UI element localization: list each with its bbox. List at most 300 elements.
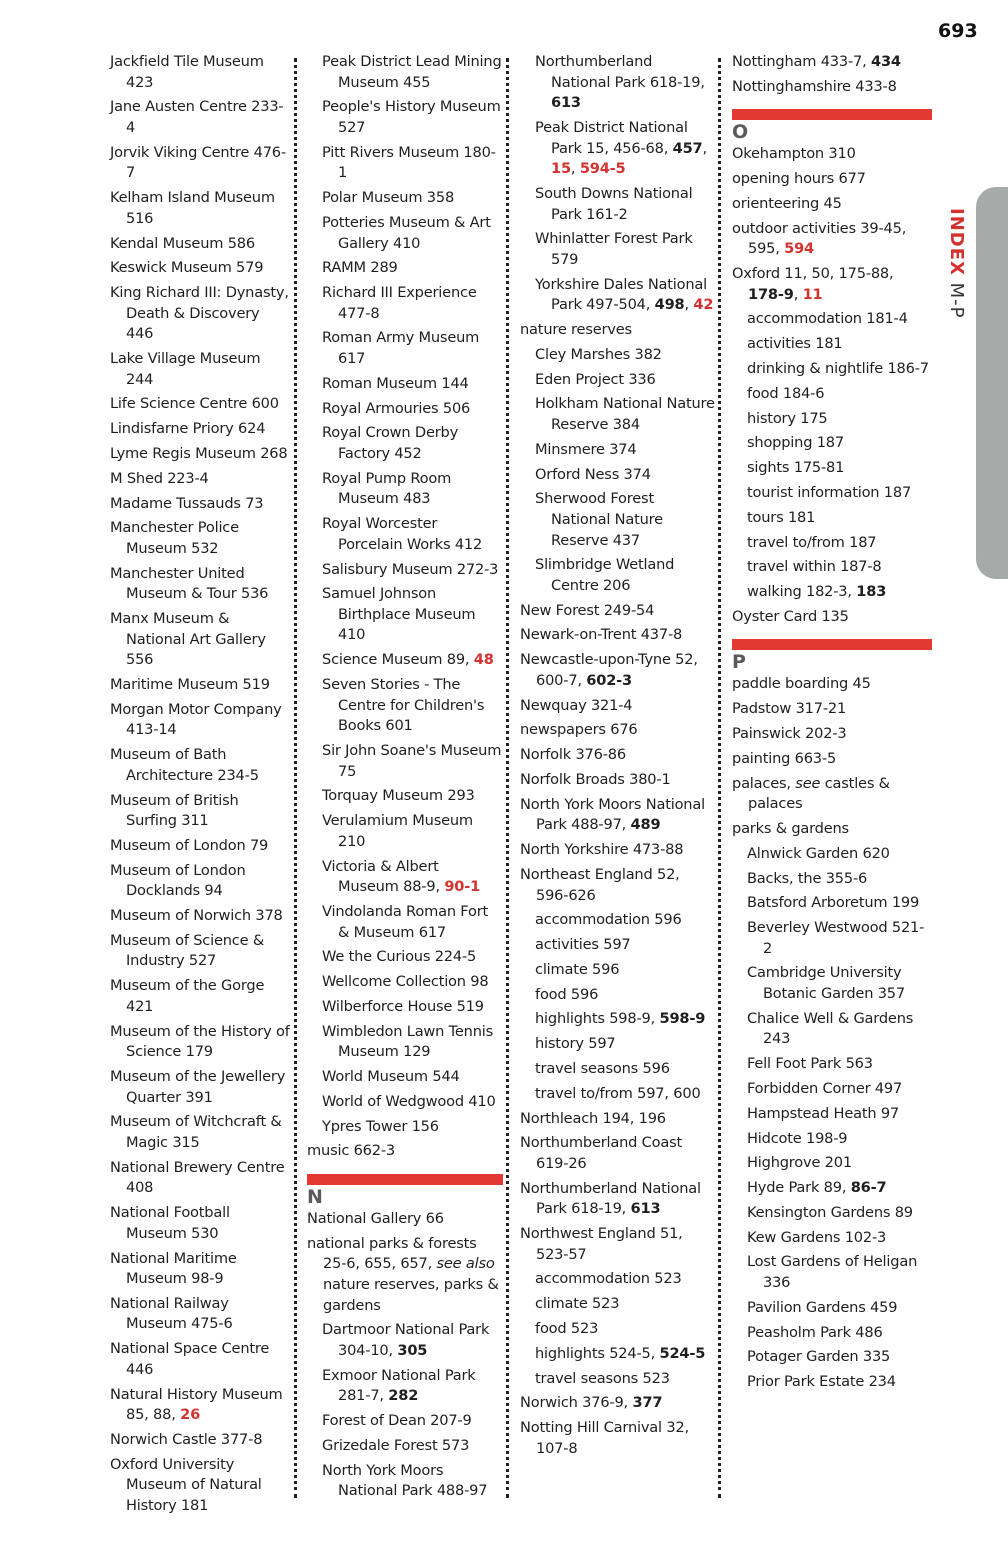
entry-text: Backs, the 355-6 bbox=[747, 869, 868, 887]
entry-text: National Gallery 66 bbox=[307, 1209, 444, 1227]
index-entry bbox=[520, 1393, 715, 1414]
index-subentry bbox=[307, 675, 503, 737]
entry-text: Jane Austen Centre 233-4 bbox=[110, 98, 284, 136]
index-entry bbox=[110, 1112, 290, 1153]
entry-text: We the Curious 224-5 bbox=[322, 948, 477, 966]
entry-text: Yorkshire Dales National Park 497-504, bbox=[535, 275, 708, 314]
entry-text: national parks & forests 25-6, 655, 657, bbox=[307, 1234, 477, 1273]
index-entry bbox=[520, 795, 715, 836]
map-page-ref: 48 bbox=[473, 651, 494, 669]
index-entry bbox=[520, 320, 715, 341]
entry-text: Polar Museum 358 bbox=[322, 189, 455, 207]
entry-text: travel to/from 187 bbox=[747, 533, 877, 551]
index-entry bbox=[110, 675, 290, 696]
index-subentry bbox=[732, 483, 932, 504]
entry-text: Royal Worcester Porcelain Works 412 bbox=[322, 515, 483, 553]
entry-text: Newquay 321-4 bbox=[520, 696, 633, 714]
index-subentry bbox=[307, 514, 503, 555]
index-entry bbox=[520, 625, 715, 646]
entry-text: walking 182-3, bbox=[747, 583, 857, 601]
index-subentry bbox=[520, 1059, 715, 1080]
index-entry bbox=[520, 696, 715, 717]
index-subentry bbox=[307, 52, 503, 93]
index-subentry bbox=[307, 1461, 503, 1502]
entry-text: Ypres Tower 156 bbox=[322, 1117, 439, 1135]
entry-text: Norwich 376-9, bbox=[520, 1394, 633, 1412]
index-entry bbox=[110, 745, 290, 786]
index-entry bbox=[732, 699, 932, 720]
entry-text: travel within 187-8 bbox=[747, 558, 882, 576]
entry-text: Jorvik Viking Centre 476-7 bbox=[110, 143, 286, 182]
entry-text: Museum of London 79 bbox=[110, 836, 269, 854]
entry-text: Orford Ness 374 bbox=[535, 465, 651, 483]
entry-text: Padstow 317-21 bbox=[732, 700, 847, 718]
index-entry bbox=[110, 1249, 290, 1290]
entry-text: Northumberland Coast 619-26 bbox=[520, 1134, 683, 1172]
entry-text: paddle boarding 45 bbox=[732, 675, 871, 693]
index-entry bbox=[110, 1158, 290, 1199]
entry-text: RAMM 289 bbox=[322, 259, 398, 277]
index-subentry bbox=[520, 1344, 715, 1365]
entry-text: Torquay Museum 293 bbox=[322, 787, 475, 805]
entry-text: Kensington Gardens 89 bbox=[747, 1203, 913, 1221]
entry-text: drinking & nightlife 186-7 bbox=[747, 360, 929, 378]
side-tab-range: M-P bbox=[946, 282, 967, 319]
index-entry bbox=[520, 1224, 715, 1265]
bold-page-ref: 282 bbox=[388, 1387, 419, 1405]
index-subentry bbox=[307, 560, 503, 581]
index-entry bbox=[110, 234, 290, 255]
entry-text: Minsmere 374 bbox=[535, 440, 637, 458]
index-subentry bbox=[732, 508, 932, 529]
entry-text: , bbox=[570, 160, 580, 178]
index-subentry bbox=[732, 1153, 932, 1174]
index-entry bbox=[520, 650, 715, 691]
entry-text: Norfolk Broads 380-1 bbox=[520, 770, 671, 788]
index-subentry bbox=[732, 334, 932, 355]
entry-text: Vindolanda Roman Fort & Museum 617 bbox=[322, 902, 489, 941]
map-page-ref: 11 bbox=[802, 285, 823, 303]
entry-text: , bbox=[684, 296, 694, 314]
side-tab-section: INDEX bbox=[946, 208, 967, 276]
entry-text: Morgan Motor Company 413-14 bbox=[110, 700, 282, 739]
entry-text: music 662-3 bbox=[307, 1142, 395, 1160]
entry-text: Whinlatter Forest Park 579 bbox=[535, 230, 693, 268]
index-subentry bbox=[520, 910, 715, 931]
section-bar bbox=[307, 1174, 503, 1185]
index-subentry bbox=[307, 972, 503, 993]
entry-text: Notting Hill Carnival 32, 107-8 bbox=[520, 1419, 689, 1457]
index-subentry bbox=[520, 960, 715, 981]
index-subentry bbox=[520, 1009, 715, 1030]
index-subentry bbox=[307, 188, 503, 209]
entry-text: travel seasons 596 bbox=[535, 1059, 670, 1077]
index-entry bbox=[520, 770, 715, 791]
entry-text: Northeast England 52, 596-626 bbox=[520, 865, 680, 904]
index-subentry bbox=[732, 893, 932, 914]
index-entry bbox=[110, 143, 290, 184]
index-subentry bbox=[732, 309, 932, 330]
bold-page-ref: 498 bbox=[654, 296, 685, 314]
entry-text: Newark-on-Trent 437-8 bbox=[520, 626, 683, 644]
entry-text: Museum of British Surfing 311 bbox=[110, 791, 239, 830]
section-letter: P bbox=[732, 651, 746, 674]
index-subentry bbox=[732, 844, 932, 865]
entry-text: Roman Army Museum 617 bbox=[322, 329, 480, 368]
entry-text: orienteering 45 bbox=[732, 194, 842, 212]
index-entry bbox=[110, 494, 290, 515]
bold-page-ref: 598-9 bbox=[659, 1010, 706, 1028]
entry-text: climate 523 bbox=[535, 1295, 620, 1313]
index-entry bbox=[110, 1294, 290, 1335]
index-subentry bbox=[520, 1084, 715, 1105]
index-subentry bbox=[307, 374, 503, 395]
index-subentry bbox=[307, 1092, 503, 1113]
entry-text: activities 597 bbox=[535, 936, 631, 954]
entry-text: Batsford Arboretum 199 bbox=[747, 894, 920, 912]
entry-text: Samuel Johnson Birthplace Museum 410 bbox=[322, 585, 476, 644]
index-entry bbox=[732, 774, 932, 815]
index-entry bbox=[732, 194, 932, 215]
entry-text: Museum of Witchcraft & Magic 315 bbox=[110, 1113, 282, 1151]
index-entry bbox=[520, 1179, 715, 1220]
entry-text: activities 181 bbox=[747, 335, 843, 353]
entry-text: Pitt Rivers Museum 180-1 bbox=[322, 143, 496, 182]
bold-page-ref: 434 bbox=[871, 53, 901, 70]
entry-text: Peak District Lead Mining Museum 455 bbox=[322, 53, 502, 91]
entry-text: Museum of the History of Science 179 bbox=[110, 1022, 290, 1061]
index-subentry bbox=[520, 1369, 715, 1390]
index-entry bbox=[110, 931, 290, 972]
index-subentry bbox=[732, 384, 932, 405]
entry-text: Madame Tussauds 73 bbox=[110, 494, 264, 512]
entry-text: Keswick Museum 579 bbox=[110, 259, 264, 277]
index-subentry bbox=[307, 469, 503, 510]
entry-text: North York Moors National Park 488-97, bbox=[520, 795, 705, 834]
index-entry bbox=[110, 52, 290, 93]
entry-text: shopping 187 bbox=[747, 434, 844, 452]
index-subentry bbox=[732, 1178, 932, 1199]
index-subentry bbox=[307, 1436, 503, 1457]
index-entry bbox=[520, 601, 715, 622]
bold-page-ref: 377 bbox=[632, 1394, 663, 1412]
index-entry bbox=[732, 264, 932, 305]
entry-text: Museum of the Gorge 421 bbox=[110, 977, 265, 1015]
index-subentry bbox=[307, 947, 503, 968]
entry-text: National Football Museum 530 bbox=[110, 1204, 230, 1242]
index-entry bbox=[110, 518, 290, 559]
index-subentry bbox=[732, 918, 932, 959]
index-entry bbox=[110, 419, 290, 440]
entry-text: Norfolk 376-86 bbox=[520, 746, 626, 764]
page-number: 693 bbox=[938, 20, 978, 42]
index-entry bbox=[732, 219, 932, 260]
index-column-3 bbox=[520, 52, 715, 1464]
entry-text: Wilberforce House 519 bbox=[322, 997, 484, 1015]
entry-text: World Museum 544 bbox=[322, 1068, 460, 1085]
entry-text: Norwich Castle 377-8 bbox=[110, 1431, 263, 1448]
entry-text: Manchester United Museum & Tour 536 bbox=[110, 564, 269, 603]
index-entry bbox=[732, 724, 932, 745]
bold-page-ref: 489 bbox=[630, 816, 661, 834]
entry-text: accommodation 181-4 bbox=[747, 310, 908, 328]
index-subentry bbox=[732, 1323, 932, 1344]
entry-text: Peak District National Park 15, 456-68, bbox=[535, 118, 688, 157]
index-subentry bbox=[520, 394, 715, 435]
entry-text: Seven Stories - The Centre for Children's Books 601 bbox=[322, 676, 485, 735]
index-entry bbox=[110, 1022, 290, 1063]
entry-text: Slimbridge Wetland Centre 206 bbox=[535, 556, 675, 594]
index-entry bbox=[307, 1209, 503, 1230]
index-entry bbox=[110, 1455, 290, 1517]
entry-text: outdoor activities 39-45, 595, bbox=[732, 219, 907, 258]
index-entry bbox=[110, 700, 290, 741]
entry-text: opening hours 677 bbox=[732, 170, 866, 188]
column-divider bbox=[506, 58, 509, 1498]
entry-text: Lake Village Museum 244 bbox=[110, 350, 261, 388]
bold-page-ref: 457 bbox=[672, 139, 703, 157]
index-subentry bbox=[307, 97, 503, 138]
entry-text: painting 663-5 bbox=[732, 749, 837, 767]
entry-text: Oxford University Museum of Natural History 181 bbox=[110, 1455, 262, 1514]
entry-text: Life Science Centre 600 bbox=[110, 395, 279, 413]
entry-text: Lindisfarne Priory 624 bbox=[110, 420, 266, 438]
index-subentry bbox=[307, 1117, 503, 1138]
index-subentry bbox=[520, 1269, 715, 1290]
index-subentry bbox=[732, 1347, 932, 1368]
entry-text: Northwest England 51, 523-57 bbox=[520, 1225, 683, 1263]
index-subentry bbox=[520, 1294, 715, 1315]
index-subentry bbox=[307, 1320, 503, 1361]
entry-text: Wellcome Collection 98 bbox=[322, 973, 489, 991]
index-subentry bbox=[307, 584, 503, 646]
section-letter: N bbox=[307, 1185, 323, 1208]
entry-text: parks & gardens bbox=[732, 819, 849, 837]
index-subentry bbox=[732, 582, 932, 603]
entry-text: Museum of London Docklands 94 bbox=[110, 861, 246, 900]
index-entry bbox=[110, 906, 290, 927]
entry-text: Nottingham 433-7, bbox=[732, 53, 871, 70]
entry-text: sights 175-81 bbox=[747, 459, 845, 477]
entry-text: Museum of Norwich 378 bbox=[110, 907, 283, 925]
index-subentry bbox=[307, 1411, 503, 1432]
entry-text: Fell Foot Park 563 bbox=[747, 1055, 873, 1073]
index-entry bbox=[520, 840, 715, 861]
entry-text: Hyde Park 89, bbox=[747, 1179, 851, 1197]
index-subentry bbox=[732, 1079, 932, 1100]
index-subentry bbox=[307, 811, 503, 852]
entry-text: Dartmoor National Park 304-10, bbox=[322, 1321, 490, 1359]
entry-text: climate 596 bbox=[535, 960, 620, 978]
entry-text: highlights 598-9, bbox=[535, 1010, 660, 1028]
entry-text: Royal Pump Room Museum 483 bbox=[322, 469, 452, 508]
index-subentry bbox=[307, 741, 503, 782]
entry-text: M Shed 223-4 bbox=[110, 469, 209, 487]
entry-text: Painswick 202-3 bbox=[732, 725, 847, 742]
index-entry bbox=[110, 283, 290, 345]
index-subentry bbox=[732, 1252, 932, 1293]
index-subentry bbox=[732, 557, 932, 578]
index-subentry bbox=[732, 1104, 932, 1125]
index-entry bbox=[110, 1067, 290, 1108]
entry-text: Forest of Dean 207-9 bbox=[322, 1412, 472, 1430]
entry-text: King Richard III: Dynasty, Death & Discovery 446 bbox=[110, 284, 289, 343]
index-subentry bbox=[307, 857, 503, 898]
entry-text: Sir John Soane's Museum 75 bbox=[322, 742, 502, 780]
index-entry bbox=[110, 1203, 290, 1244]
index-subentry bbox=[307, 650, 503, 671]
index-entry bbox=[110, 394, 290, 415]
index-column-4 bbox=[732, 52, 932, 1397]
index-subentry bbox=[520, 345, 715, 366]
entry-text: Cley Marshes 382 bbox=[535, 345, 662, 363]
entry-text: Manchester Police Museum 532 bbox=[110, 519, 239, 557]
entry-text: Northleach 194, 196 bbox=[520, 1109, 666, 1127]
side-tab-label bbox=[945, 208, 967, 319]
entry-text: Royal Crown Derby Factory 452 bbox=[322, 424, 459, 462]
cross-reference: see also bbox=[436, 1255, 495, 1273]
entry-text: Verulamium Museum 210 bbox=[322, 812, 473, 850]
entry-text: Eden Project 336 bbox=[535, 370, 656, 388]
entry-text: history 597 bbox=[535, 1035, 616, 1053]
index-subentry bbox=[732, 1203, 932, 1224]
index-entry bbox=[732, 674, 932, 695]
entry-text: Richard III Experience 477-8 bbox=[322, 284, 477, 322]
index-subentry bbox=[307, 902, 503, 943]
column-divider bbox=[294, 58, 297, 1498]
index-subentry bbox=[732, 533, 932, 554]
index-subentry bbox=[520, 985, 715, 1006]
index-subentry bbox=[732, 359, 932, 380]
entry-text: Wimbledon Lawn Tennis Museum 129 bbox=[322, 1022, 494, 1061]
index-entry bbox=[307, 1234, 503, 1316]
index-entry bbox=[110, 188, 290, 229]
map-page-ref: 90-1 bbox=[444, 878, 481, 896]
entry-text: food 596 bbox=[535, 985, 599, 1003]
entry-text: travel seasons 523 bbox=[535, 1369, 670, 1387]
entry-text: Pavilion Gardens 459 bbox=[747, 1298, 898, 1316]
index-subentry bbox=[307, 1022, 503, 1063]
index-entry bbox=[110, 836, 290, 857]
entry-text: Northumberland National Park 618-19, bbox=[535, 53, 705, 91]
map-page-ref: 594-5 bbox=[579, 160, 626, 178]
index-column-2 bbox=[307, 52, 503, 1506]
entry-text: Grizedale Forest 573 bbox=[322, 1436, 470, 1454]
bold-page-ref: 613 bbox=[630, 1200, 661, 1218]
index-subentry bbox=[307, 1366, 503, 1407]
bold-page-ref: 178-9 bbox=[748, 285, 794, 303]
entry-text: nature reserves, parks & gardens bbox=[323, 1275, 499, 1314]
entry-text: Okehampton 310 bbox=[732, 145, 856, 163]
index-entry bbox=[520, 1109, 715, 1130]
entry-text: accommodation 596 bbox=[535, 911, 682, 929]
index-entry bbox=[110, 258, 290, 279]
entry-text: accommodation 523 bbox=[535, 1270, 682, 1288]
entry-text: North York Moors National Park 488-97 bbox=[322, 1461, 488, 1500]
entry-text: Alnwick Garden 620 bbox=[747, 844, 890, 862]
index-subentry bbox=[732, 963, 932, 1004]
entry-text: Potteries Museum & Art Gallery 410 bbox=[322, 213, 491, 252]
index-entry bbox=[520, 1133, 715, 1174]
entry-text: New Forest 249-54 bbox=[520, 601, 655, 619]
entry-text: Potager Garden 335 bbox=[747, 1348, 891, 1366]
index-entry bbox=[110, 861, 290, 902]
index-entry bbox=[520, 720, 715, 741]
index-subentry bbox=[732, 458, 932, 479]
entry-text: Holkham National Nature Reserve 384 bbox=[535, 395, 715, 433]
index-subentry bbox=[732, 1009, 932, 1050]
entry-text: castles & palaces bbox=[748, 774, 890, 813]
index-subentry bbox=[307, 328, 503, 369]
entry-text: Sherwood Forest National Nature Reserve 437 bbox=[535, 490, 663, 549]
bold-page-ref: 602-3 bbox=[586, 671, 632, 689]
bold-page-ref: 613 bbox=[551, 94, 581, 112]
entry-text: Hidcote 198-9 bbox=[747, 1129, 848, 1147]
index-entry bbox=[110, 1339, 290, 1380]
thumb-tab bbox=[976, 187, 1008, 579]
index-subentry bbox=[520, 370, 715, 391]
entry-text: , bbox=[702, 139, 707, 157]
index-entry bbox=[520, 865, 715, 906]
map-page-ref: 15 bbox=[551, 160, 571, 178]
index-entry bbox=[732, 144, 932, 165]
entry-text: food 184-6 bbox=[747, 384, 825, 402]
index-subentry bbox=[520, 229, 715, 270]
index-subentry bbox=[520, 440, 715, 461]
entry-text: , bbox=[793, 285, 803, 303]
index-subentry bbox=[732, 869, 932, 890]
entry-text: Lost Gardens of Heligan 336 bbox=[747, 1253, 918, 1292]
index-subentry bbox=[307, 1067, 503, 1088]
index-subentry bbox=[520, 935, 715, 956]
index-entry bbox=[732, 819, 932, 840]
entry-text: Royal Armouries 506 bbox=[322, 399, 471, 417]
index-subentry bbox=[520, 1319, 715, 1340]
index-entry bbox=[732, 749, 932, 770]
index-subentry bbox=[732, 1298, 932, 1319]
entry-text: palaces, bbox=[732, 774, 796, 792]
entry-text: Lyme Regis Museum 268 bbox=[110, 444, 288, 462]
entry-text: highlights 524-5, bbox=[535, 1344, 660, 1362]
index-subentry bbox=[307, 258, 503, 279]
bold-page-ref: 183 bbox=[856, 583, 887, 601]
index-entry bbox=[110, 976, 290, 1017]
entry-text: Museum of the Jewellery Quarter 391 bbox=[110, 1068, 286, 1106]
index-subentry bbox=[520, 465, 715, 486]
entry-text: Cambridge University Botanic Garden 357 bbox=[747, 964, 905, 1003]
entry-text: Natural History Museum 85, 88, bbox=[110, 1385, 283, 1424]
entry-text: South Downs National Park 161-2 bbox=[535, 184, 693, 223]
entry-text: tours 181 bbox=[747, 508, 816, 526]
entry-text: People's History Museum 527 bbox=[322, 98, 501, 136]
index-subentry bbox=[732, 1372, 932, 1393]
index-entry bbox=[110, 1430, 290, 1451]
index-entry bbox=[307, 1141, 503, 1162]
index-entry bbox=[110, 609, 290, 671]
entry-text: Science Museum 89, bbox=[322, 651, 474, 669]
section-bar bbox=[732, 109, 932, 120]
entry-text: Jackfield Tile Museum 423 bbox=[110, 53, 264, 91]
entry-text: nature reserves bbox=[520, 321, 632, 339]
entry-text: Salisbury Museum 272-3 bbox=[322, 560, 499, 578]
index-subentry bbox=[307, 786, 503, 807]
index-subentry bbox=[732, 1129, 932, 1150]
index-entry bbox=[110, 469, 290, 490]
bold-page-ref: 524-5 bbox=[659, 1344, 706, 1362]
index-entry bbox=[520, 1418, 715, 1459]
entry-text: Museum of Bath Architecture 234-5 bbox=[110, 746, 259, 784]
index-subentry bbox=[307, 423, 503, 464]
